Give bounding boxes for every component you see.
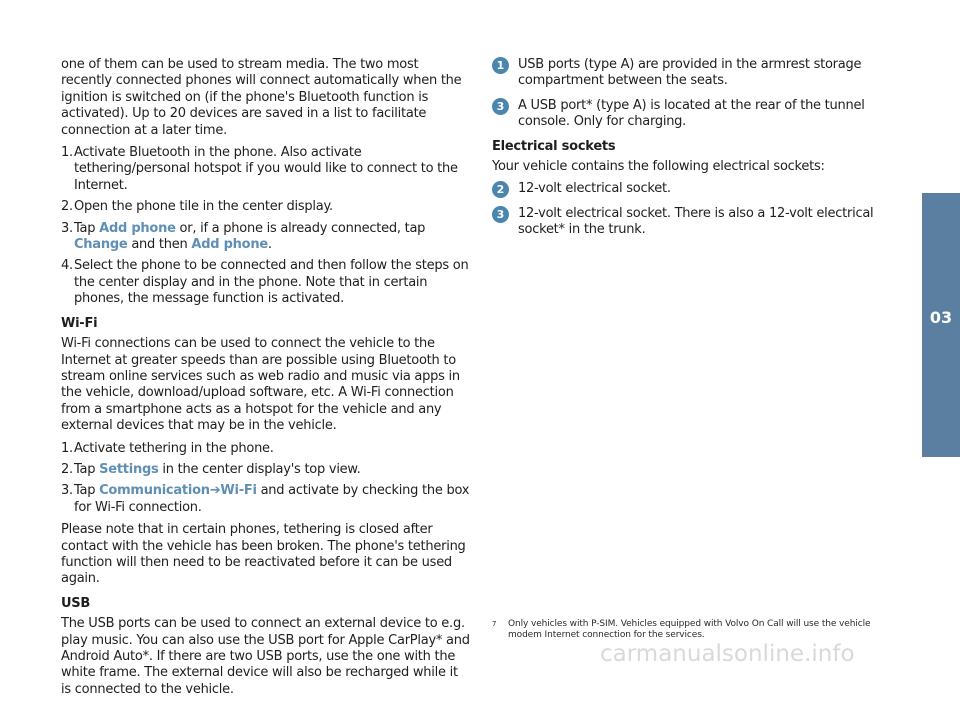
usb-heading: USB	[61, 595, 91, 611]
chapter-number: 03	[929, 308, 953, 327]
usb-paragraph: The USB ports can be used to connect an external device to e.g. play music. You can also use the USB port for Apple CarPlay* and Android Auto*. If there are two USB ports, use the one with the white frame. The external device will also be recharged while it is connected to the vehicle.	[61, 616, 470, 697]
footnote	[492, 619, 904, 641]
step-text: Tap	[74, 220, 100, 236]
wifi-paragraph: Wi-Fi connections can be used to connect the vehicle to the Internet at greater speeds than are possible using Bluetooth to stream online services such as web radio and music via apps in the vehicle, download/upload software, etc. A Wi-Fi connection from a smartphone acts as a hotspot for the vehicle and any external devices that may be in the vehicle.	[61, 336, 460, 434]
arrow-right-icon: ➔	[209, 483, 221, 499]
step-text: or, if a phone is already connected, tap	[175, 220, 426, 236]
callout-text: 12-volt electrical socket. There is also a 12-volt electrical socket* in the trunk.	[518, 205, 874, 238]
sockets-intro: Your vehicle contains the following electrical sockets:	[492, 159, 825, 175]
callout-number-badge: 1	[492, 57, 509, 74]
callout-text: USB ports (type A) are provided in the armrest storage compartment between the seats.	[518, 57, 862, 89]
ui-label-wifi: Wi-Fi	[220, 483, 257, 499]
callout-number-badge: 3	[492, 98, 509, 115]
callout-text: 12-volt electrical socket.	[518, 181, 671, 197]
step-number: 1.	[61, 440, 73, 456]
step-text: and activate by checking the box for Wi-Fi connection.	[74, 483, 470, 515]
ui-label-settings: Settings	[99, 461, 159, 477]
step-text: in the center display's top view.	[158, 461, 361, 477]
step-text: Open the phone tile in the center display.	[74, 199, 333, 215]
step-number: 2.	[61, 461, 73, 477]
step-number: 3.	[61, 483, 73, 499]
bluetooth-steps-list	[61, 145, 471, 308]
step-number: 2.	[61, 199, 73, 215]
step-number: 3.	[61, 220, 73, 236]
step-text: Tap	[74, 483, 100, 499]
list-item	[61, 441, 471, 457]
footnote-text: Only vehicles with P-SIM. Vehicles equipped with Volvo On Call will use the vehicle modem Internet connection for the services.	[508, 619, 871, 640]
ui-label-communication: Communication	[99, 483, 210, 499]
step-number: 1.	[61, 145, 73, 161]
ui-label-change: Change	[74, 237, 128, 253]
step-text: Select the phone to be connected and then follow the steps on the center display and in the phone. Note that in certain phones, the message function is activated.	[74, 258, 469, 307]
callout-item	[492, 57, 904, 90]
wifi-heading: Wi-Fi	[61, 315, 98, 331]
step-text: Activate Bluetooth in the phone. Also activate tethering/personal hotspot if you would like to connect to the Internet.	[74, 145, 458, 193]
step-text: Activate tethering in the phone.	[74, 440, 274, 456]
callout-item	[492, 98, 904, 131]
wifi-note-paragraph: Please note that in certain phones, tethering is closed after contact with the vehicle has been broken. The phone's tethering function will then need to be reactivated before it can be used again.	[61, 522, 466, 587]
list-item	[61, 483, 471, 516]
list-item	[61, 462, 471, 478]
list-item	[61, 221, 471, 254]
chapter-tab	[922, 193, 960, 457]
ui-label-add-phone: Add phone	[191, 237, 268, 253]
list-item	[61, 199, 471, 215]
callout-text: A USB port* (type A) is located at the rear of the tunnel console. Only for charging.	[518, 97, 865, 130]
callout-number-badge: 3	[492, 206, 509, 223]
callout-number-badge: 2	[492, 181, 509, 198]
watermark-text: carmanualsonline.info	[600, 641, 855, 667]
footnote-number: 7	[492, 620, 497, 628]
intro-paragraph: one of them can be used to stream media. The two most recently connected phones will connect automatically when the ignition is switched on (if the phone's Bluetooth function is activated). Up to 20 devices are saved in a list to facilitate connection at a later time.	[61, 57, 462, 138]
ui-label-add-phone: Add phone	[99, 220, 176, 236]
wifi-steps-list	[61, 441, 471, 517]
list-item	[61, 258, 471, 307]
left-column	[61, 57, 471, 704]
step-number: 4.	[61, 258, 73, 274]
step-text: and then	[127, 237, 192, 253]
callout-item	[492, 206, 904, 239]
step-text: Tap	[74, 461, 100, 477]
step-text: .	[267, 237, 272, 253]
list-item	[61, 145, 471, 194]
right-column	[492, 57, 904, 247]
electrical-sockets-heading: Electrical sockets	[492, 138, 616, 154]
callout-item	[492, 181, 904, 197]
